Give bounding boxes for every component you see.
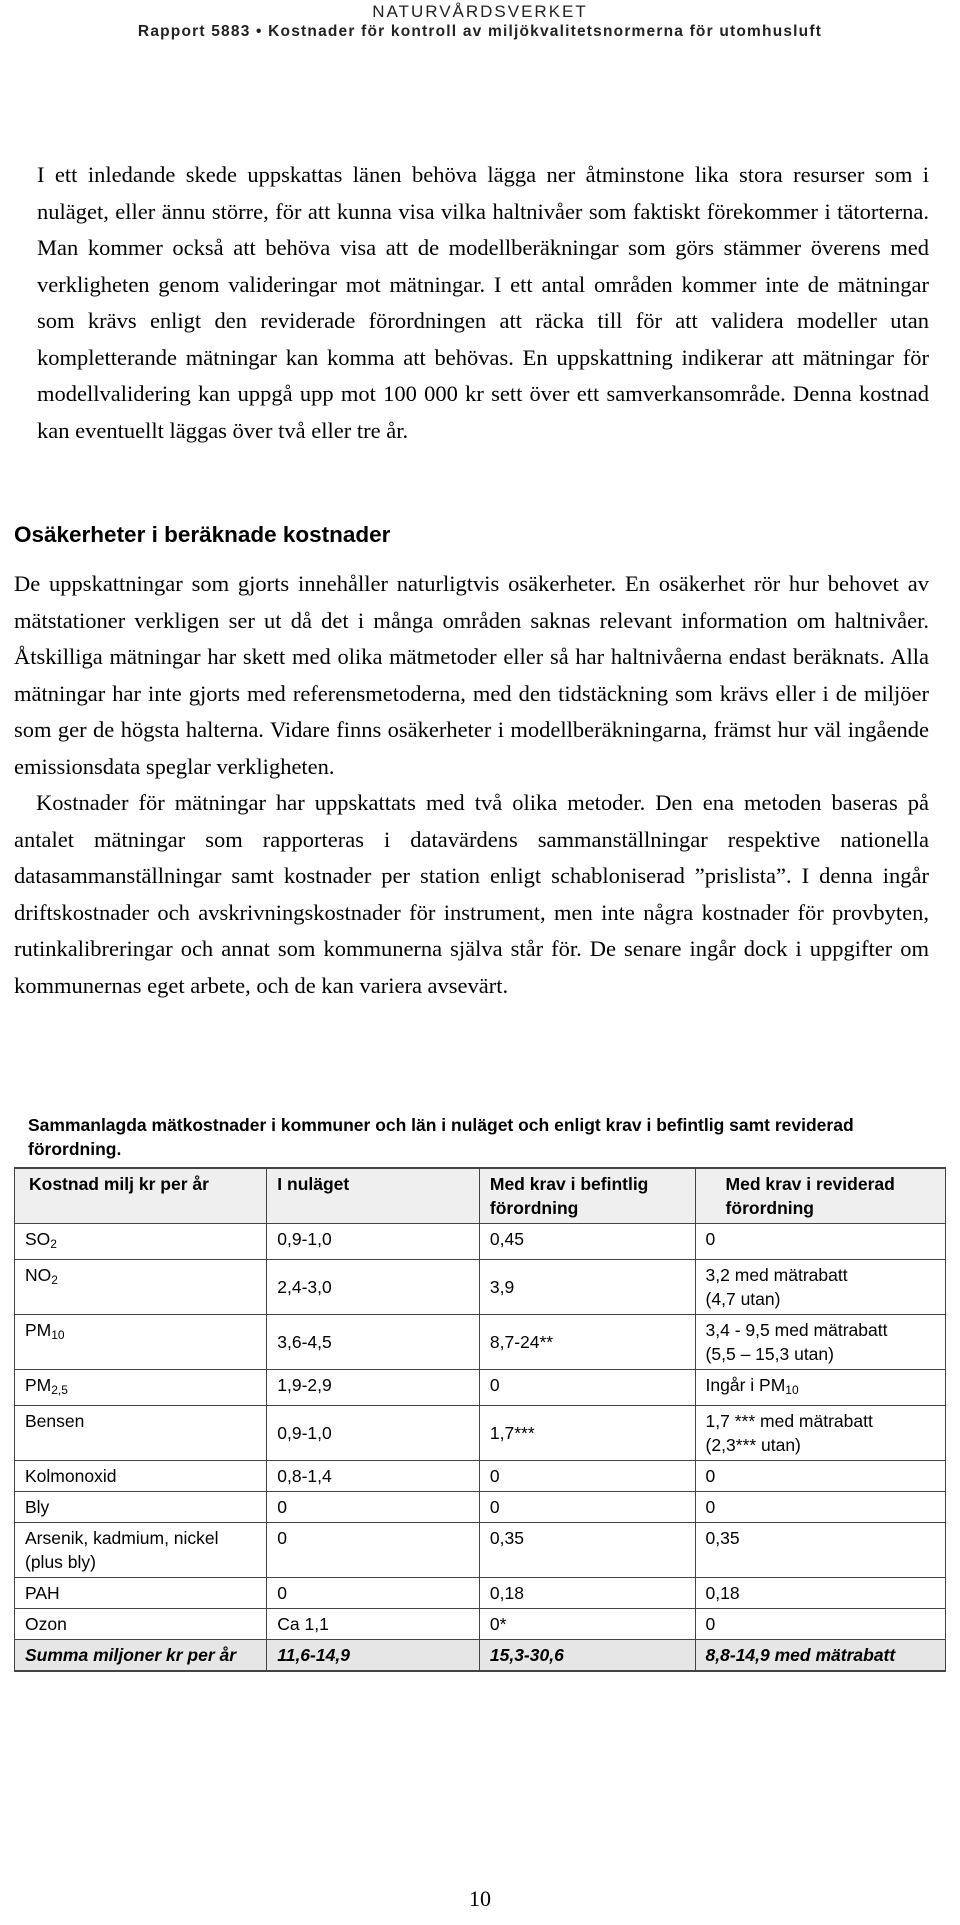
cost-table — [14, 1167, 946, 1672]
cell-nulaget: 0 — [267, 1578, 480, 1609]
pollutant-subscript: 2 — [51, 1273, 58, 1287]
reviderad-subscript: 10 — [785, 1383, 799, 1397]
pollutant-subscript: 10 — [51, 1328, 65, 1342]
reviderad-value: 0,35 — [705, 1528, 740, 1548]
cell-pollutant — [15, 1260, 267, 1315]
reviderad-value: 3,2 med mätrabatt — [705, 1265, 848, 1285]
table-caption: Sammanlagda mätkostnader i kommuner och län i nuläget och enligt krav i befintlig samt reviderad förordning. — [28, 1115, 854, 1159]
section-body — [14, 566, 929, 1004]
page-header — [0, 0, 960, 42]
cell-reviderad — [695, 1578, 945, 1609]
cell-nulaget: 1,9-2,9 — [267, 1370, 480, 1406]
cell-befintlig: 0,45 — [479, 1224, 695, 1260]
cell-nulaget: 0 — [267, 1523, 480, 1578]
table-row — [15, 1260, 946, 1315]
pollutant-name: SO — [25, 1229, 51, 1249]
section-title: Osäkerheter i beräknade kostnader — [14, 522, 391, 547]
cell-nulaget: 3,6-4,5 — [267, 1315, 480, 1370]
pollutant-name: NO — [25, 1265, 52, 1285]
table-row — [15, 1224, 946, 1260]
cell-pollutant — [15, 1578, 267, 1609]
reviderad-note: (5,5 – 15,3 utan) — [705, 1344, 834, 1364]
cell-pollutant — [15, 1406, 267, 1461]
sum-label: Summa miljoner kr per år — [15, 1640, 267, 1672]
intro-paragraph — [37, 157, 929, 449]
reviderad-value: 1,7 *** med mätrabatt — [705, 1411, 873, 1431]
pollutant-subscript: 2 — [50, 1237, 57, 1251]
table-body — [15, 1224, 946, 1672]
table-row — [15, 1578, 946, 1609]
table-row — [15, 1406, 946, 1461]
table-row — [15, 1461, 946, 1492]
reviderad-value: 0,18 — [705, 1583, 740, 1603]
reviderad-value: 0 — [705, 1497, 716, 1517]
header-cost: Kostnad milj kr per år — [15, 1168, 267, 1224]
table-header-row — [15, 1168, 946, 1224]
cell-nulaget: 2,4-3,0 — [267, 1260, 480, 1315]
reviderad-value: 0 — [705, 1614, 716, 1634]
reviderad-value: 3,4 - 9,5 med mätrabatt — [705, 1320, 888, 1340]
cell-pollutant — [15, 1315, 267, 1370]
cell-pollutant — [15, 1224, 267, 1260]
sum-befintlig: 15,3-30,6 — [479, 1640, 695, 1672]
cell-reviderad — [695, 1370, 945, 1406]
sum-reviderad: 8,8-14,9 med mätrabatt — [695, 1640, 945, 1672]
cell-befintlig: 0,18 — [479, 1578, 695, 1609]
cell-reviderad — [695, 1224, 945, 1260]
cell-pollutant — [15, 1370, 267, 1406]
reviderad-value: 0 — [705, 1229, 716, 1249]
cell-pollutant — [15, 1609, 267, 1640]
page-number: 10 — [469, 1886, 491, 1911]
header-nulaget: I nuläget — [267, 1168, 480, 1224]
header-report-title: Rapport 5883 • Kostnader för kontroll av miljökvalitetsnormerna för utomhusluft — [137, 23, 823, 40]
cell-nulaget: 0,8-1,4 — [267, 1461, 480, 1492]
reviderad-note: (2,3*** utan) — [705, 1435, 801, 1455]
cell-reviderad — [695, 1260, 945, 1315]
pollutant-subscript: 2,5 — [51, 1383, 68, 1397]
cell-reviderad — [695, 1315, 945, 1370]
cell-reviderad — [695, 1492, 945, 1523]
reviderad-value: Ingår i PM — [705, 1375, 786, 1395]
table-row — [15, 1315, 946, 1370]
pollutant-name: Bly — [25, 1497, 50, 1517]
cell-pollutant — [15, 1461, 267, 1492]
header-befintlig: Med krav i befintlig förordning — [479, 1168, 695, 1224]
cell-befintlig: 1,7*** — [479, 1406, 695, 1461]
cell-nulaget: 0,9-1,0 — [267, 1224, 480, 1260]
cell-befintlig: 0 — [479, 1370, 695, 1406]
cell-reviderad — [695, 1609, 945, 1640]
table-row — [15, 1609, 946, 1640]
cell-nulaget: Ca 1,1 — [267, 1609, 480, 1640]
cell-befintlig: 0,35 — [479, 1523, 695, 1578]
sum-nulaget: 11,6-14,9 — [267, 1640, 480, 1672]
pollutant-name: Arsenik, kadmium, nickel (plus bly) — [25, 1528, 219, 1572]
reviderad-value: 0 — [705, 1466, 716, 1486]
cell-pollutant — [15, 1492, 267, 1523]
table-row — [15, 1492, 946, 1523]
pollutant-name: PAH — [25, 1583, 60, 1603]
cell-befintlig: 8,7-24** — [479, 1315, 695, 1370]
cell-befintlig: 0 — [479, 1492, 695, 1523]
pollutant-name: PM — [25, 1320, 52, 1340]
cell-befintlig: 0* — [479, 1609, 695, 1640]
cell-pollutant — [15, 1523, 267, 1578]
cell-nulaget: 0,9-1,0 — [267, 1406, 480, 1461]
table-row — [15, 1370, 946, 1406]
pollutant-name: Ozon — [25, 1614, 67, 1634]
cell-reviderad — [695, 1406, 945, 1461]
cell-nulaget: 0 — [267, 1492, 480, 1523]
table-row — [15, 1523, 946, 1578]
section-paragraph-1: De uppskattningar som gjorts innehåller naturligtvis osäkerheter. En osäkerhet rör hur behovet av mätstationer verkligen ser ut då det i många områden saknas relevant information om haltnivåer. Åtskilliga mätningar har skett med olika mätmetoder eller så har haltnivåerna endast beräknats. Alla mätningar har inte gjorts med referensmetoderna, med den tidstäckning som krävs eller i de miljöer som ger de högsta halterna. Vidare finns osäkerheter i modellberäkningarna, främst hur väl ingående emissionsdata speglar verkligheten. — [14, 571, 929, 779]
reviderad-note: (4,7 utan) — [705, 1289, 781, 1309]
cell-befintlig: 0 — [479, 1461, 695, 1492]
table-sum-row — [15, 1640, 946, 1672]
pollutant-name: PM — [25, 1375, 52, 1395]
section-paragraph-2: Kostnader för mätningar har uppskattats med två olika metoder. Den ena metoden baseras på antalet mätningar som rapporteras i datavärdens sammanställningar respektive nationella datasammanställningar samt kostnader per station enligt schabloniserad ”prislista”. I denna ingår driftskostnader och avskrivningskostnader för instrument, men inte några kostnader för provbyten, rutinkalibreringar och annat som kommunerna själva står för. De senare ingår dock i uppgifter om kommunernas eget arbete, och de kan variera avsevärt. — [14, 790, 929, 998]
pollutant-name: Bensen — [25, 1411, 85, 1431]
cell-befintlig: 3,9 — [479, 1260, 695, 1315]
pollutant-name: Kolmonoxid — [25, 1466, 117, 1486]
cell-reviderad — [695, 1523, 945, 1578]
header-organization: NATURVÅRDSVERKET — [372, 2, 588, 21]
intro-paragraph-text: I ett inledande skede uppskattas länen behöva lägga ner åtminstone lika stora resurser som i nuläget, eller ännu större, för att kunna visa vilka haltnivåer som faktiskt förekommer i tätorterna. Man kommer också att behöva visa att de modellberäkningar som görs stämmer överens med verkligheten genom valideringar mot mätningar. I ett antal områden kommer inte de mätningar som krävs enligt den reviderade förordningen att räcka till för att validera modeller utan kompletterande mätningar kan komma att behövas. En uppskattning indikerar att mätningar för modellvalidering kan uppgå upp mot 100 000 kr sett över ett samverkansområde. Denna kostnad kan eventuellt läggas över två eller tre år. — [37, 162, 929, 443]
header-reviderad: Med krav i reviderad förordning — [695, 1168, 945, 1224]
cell-reviderad — [695, 1461, 945, 1492]
